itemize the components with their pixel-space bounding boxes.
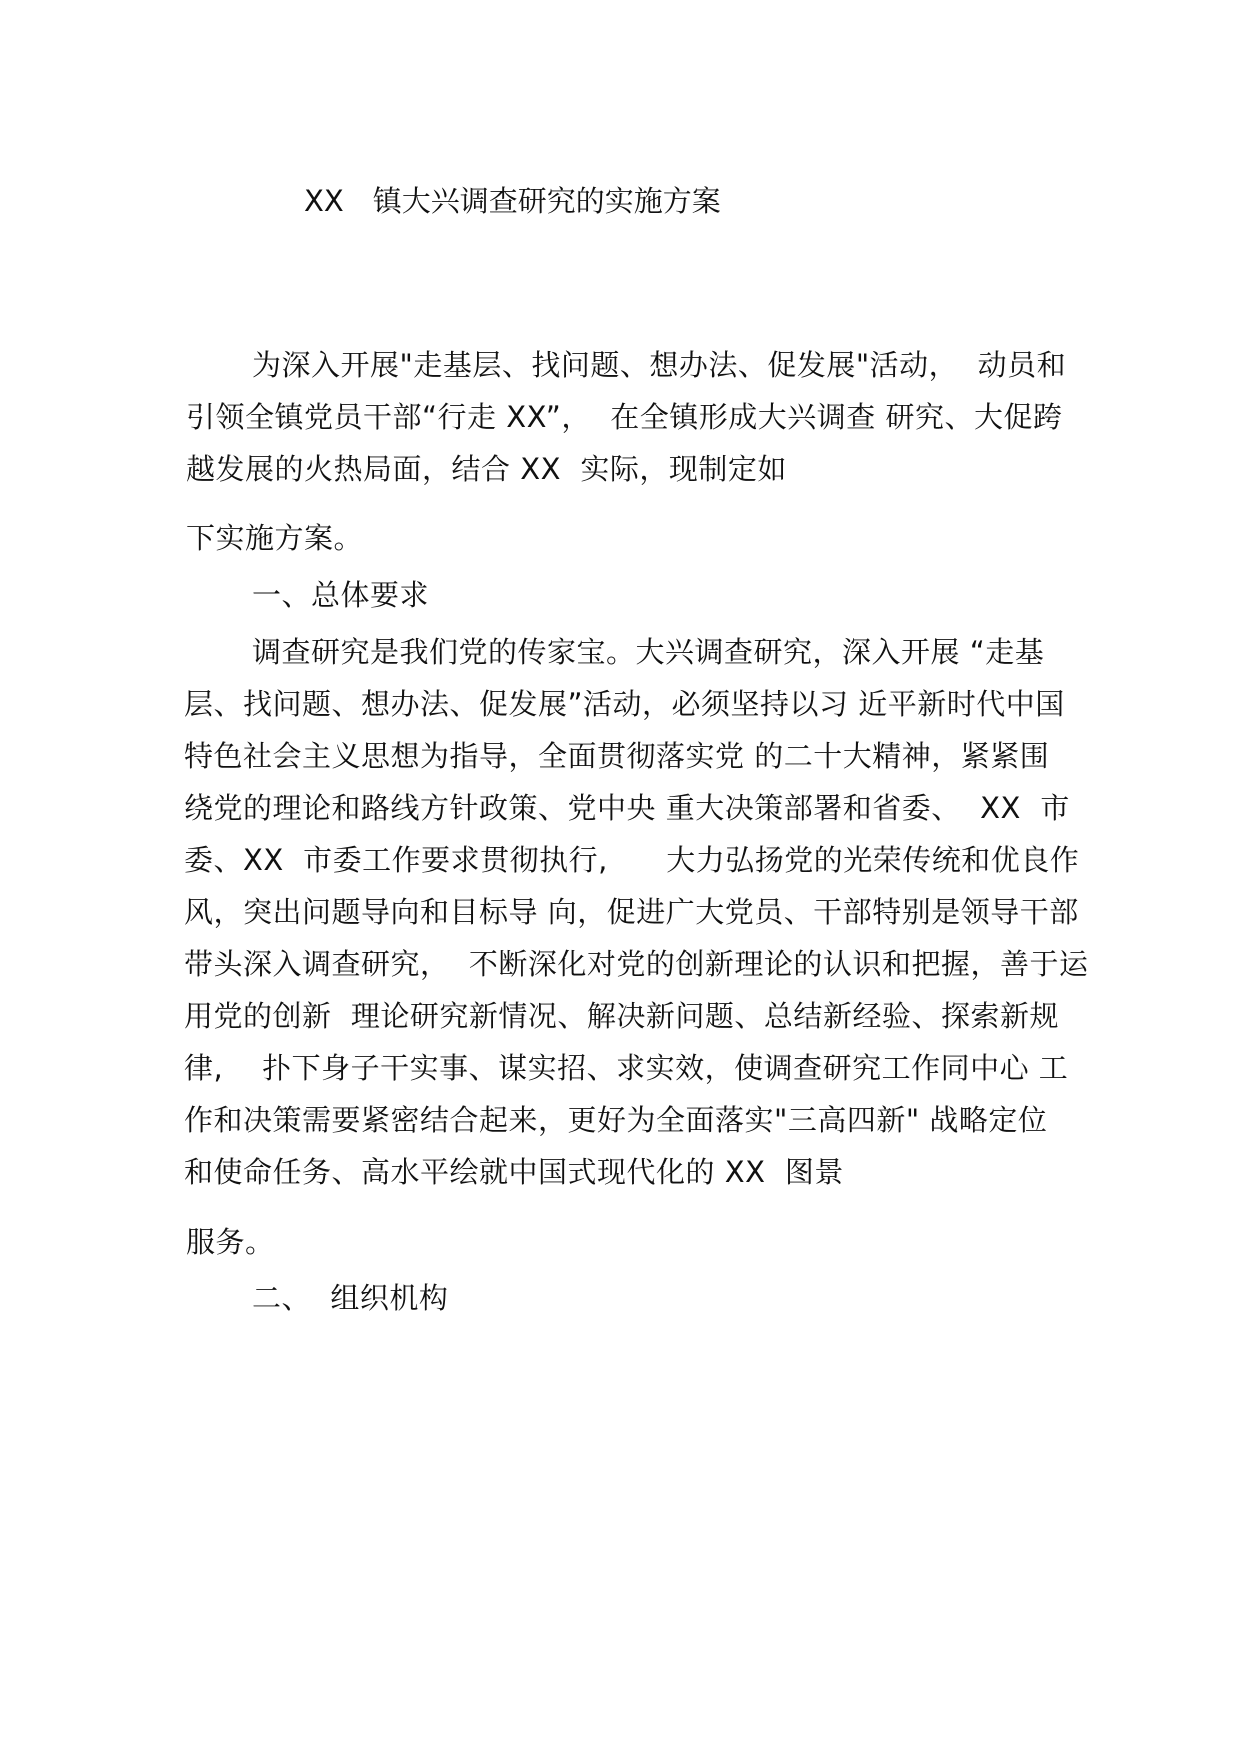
paragraph-1-line-2: 引领全镇党员干部“行走 XX”， 在全镇形成大兴调查 研究、大促跨 [186,400,1063,434]
paragraph-2-line-8: 用党的创新 理论研究新情况、解决新问题、总结新经验、探索新规 [184,999,1059,1033]
paragraph-1-line-4: 下实施方案。 [186,521,364,555]
paragraph-1-line-3: 越发展的火热局面，结合 XX 实际，现制定如 [186,452,787,486]
paragraph-2-line-12: 服务。 [186,1225,275,1259]
heading-general-requirements: 一、总体要求 [252,578,430,612]
paragraph-2-line-9: 律, 扑下身子干实事、谋实招、求实效，使调查研究工作同中心 工 [184,1051,1069,1085]
paragraph-2-line-1: 调查研究是我们党的传家宝。大兴调查研究，深入开展 “走基 [252,635,1045,669]
paragraph-2-line-5: 委、XX 市委工作要求贯彻执行, 大力弘扬党的光荣传统和优良作 [184,843,1080,877]
paragraph-2-line-7: 带头深入调查研究， 不断深化对党的创新理论的认识和把握，善于运 [184,947,1089,981]
paragraph-2-line-6: 风，突出问题导向和目标导 向，促进广大党员、干部特别是领导干部 [184,895,1079,929]
paragraph-2-line-3: 特色社会主义思想为指导，全面贯彻落实党 的二十大精神，紧紧围 [184,739,1050,773]
paragraph-2-line-10: 作和决策需要紧密结合起来，更好为全面落实"三高四新" 战略定位 [184,1103,1048,1137]
paragraph-2-line-11: 和使命任务、高水平绘就中国式现代化的 XX 图景 [184,1155,844,1189]
paragraph-2-line-2: 层、找问题、想办法、促发展”活动，必须坚持以习 近平新时代中国 [184,687,1065,721]
paragraph-1-line-1: 为深入开展"走基层、找问题、想办法、促发展"活动， 动员和 [252,348,1067,382]
heading-organization: 二、 组织机构 [252,1281,449,1315]
document-title: XX 镇大兴调查研究的实施方案 [304,184,721,218]
paragraph-2-line-4: 绕党的理论和路线方针政策、党中央 重大决策部署和省委、 XX 市 [184,791,1070,825]
